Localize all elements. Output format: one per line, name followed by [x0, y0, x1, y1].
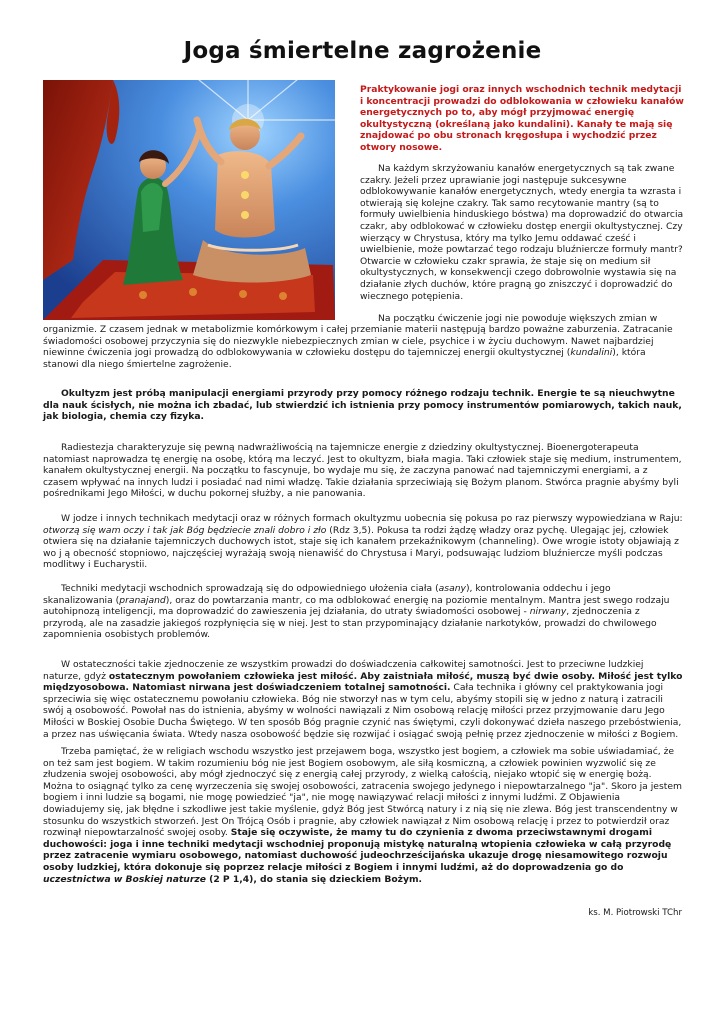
paragraph-text: , zjednoczenia z przyrodą, ale na zasadzie jakiegoś rozpłynięcia się w niej. Jest to stan przypominający działanie narkotyków, prowadzi do chwilowego zapomnienia osobistych problemów.: [43, 606, 657, 641]
paragraph-text: W ostateczności takie zjednoczenie ze wszystkim prowadzi do doświadczenia całkowitej samotności. Jest to przeciwne ludzkiej naturze, gdyż: [43, 659, 644, 682]
illustration-svg: [43, 80, 335, 320]
term-nirwany: nirwany: [529, 606, 567, 618]
author-signature: ks. M. Piotrowski TChr: [588, 908, 682, 918]
paragraph-text: ), która stanowi dla niego śmiertelne zagrożenie.: [43, 347, 646, 370]
paragraph-organizm: [43, 324, 683, 370]
paragraph-text: Na każdym skrzyżowaniu kanałów energetycznych są tak zwane czakry. Jeżeli przez uprawianie jogi następuje sukcesywne odblokowywanie kanałów energetycznych, wtedy energia ta wzrasta i otwierają się kolejne czakry. Tak samo recytowanie mantry (są to formuły uwielbienia hinduskiego bóstwa) ma doprowadzić do otwarcia czakr, aby odblokować w człowieku dostęp energii okultystycznej. Czy wierzący w Chrystusa, który ma tylko Jemu oddawać cześć i uwielbienie, może powtarzać tego rodzaju bluźniercze formuły mantr? Otwarcie w człowieku czakr sprawia, że staje się on medium sił okultystycznych, w konsekwencji czego dobrowolnie wystawia się na działanie złych duchów, które pragną go zniszczyć i doprowadzić do wiecznego potępienia.: [360, 163, 684, 302]
paragraph-czakry: [360, 163, 685, 302]
paragraph-techniki: [43, 583, 683, 641]
emphasis-text: Staje się oczywiste, że mamy tu do czynienia z dwoma przeciwstawnymi drogami duchowości: joga i inne techniki medytacji wschodniej proponują mistykę naturalną wtopienia człowieka w całą przyrodę przez zatracenie wymiaru osobowego, natomiast duchowość judeochrześcijańska ukazuje drogę niesamowitego rozwoju osoby ludzkiej, która dokonuje się poprzez relacje miłości z Bogiem i innymi ludźmi, aż do doprowadzenia go do: [43, 827, 672, 873]
lead-paragraph: Praktykowanie jogi oraz innych wschodnich technik medytacji i koncentracji prowadzi do odblokowania w człowieku kanałów energetycznych po to, aby mógł przyjmować energię okultystyczną (określaną jako kundalini). Kanały te mają się znajdować po obu stronach kręgosłupa i wychodzić przez otwory nosowe.: [360, 84, 684, 153]
term-kundalini: kundalini: [570, 347, 613, 359]
term-asany: asany: [438, 583, 466, 594]
paragraph-radiestezja: [43, 442, 683, 500]
paragraph-text: Cała technika i główny cel praktykowania jogi sprzeciwia się więc ostatecznemu powołaniu człowieka. Bóg nie stworzył nas w tym celu, abyśmy stopili się w jedno z naturą i zatracili swój ą osobowość. Powołał nas do istnienia, abyśmy w wolności nawiązali z Nim osobową relację miłości przez przyjmowanie daru Jego Miłości w Boskiej Osobie Ducha Świętego. W ten sposób Bóg pragnie czynić nas świętymi, czyli dokonywać dzieła naszego przebóstwienia, a przez nas uświęcania świata. Wtedy nasza osobowość będzie się rozwijać i osiągać swoją pełnię przez zjednoczenie w miłości z Bogiem.: [43, 682, 682, 740]
paragraph-text: (Rdz 3,5). Pokusa ta rodzi żądzę władzy oraz pychę. Ulegając jej, człowiek otwiera się na działanie tajemniczych duchowych istot, staje się ich kanałem przekaźnikowym (channeling). Owe wrogie istoty objawiają z wo j ą obecność stopniowo, najczęściej wyrażają swoją nienawiść do Chrystusa i Maryi, podsuwając ludziom bluźniercze myśli podczas modlitwy i Eucharystii.: [43, 524, 679, 571]
term-pranajand: pranajand: [119, 594, 166, 606]
yoga-illustration: [43, 80, 335, 320]
page-title: Joga śmiertelne zagrożenie: [183, 38, 542, 64]
paragraph-start-right: [360, 313, 685, 325]
paragraph-text: Radiestezja charakteryzuje się pewną nadwrażliwością na tajemnicze energie z dziedziny okultystycznej. Bioenergoterapeuta natomiast naprowadza tę energię na osobę, którą ma leczyć. Jest to okultyzm, biała magia. Taki człowiek staje się medium, instrumentem, kanałem okultystycznej energii. Na początku to fascynuje, bo wydaje mu się, że zaczyna panować nad tajemniczymi energiami, a z czasem wpływać na innych ludzi i posiadać nad nimi władzę. Takie działania sprzeciwiają się Bożym planom. Stwórca pragnie abyśmy byli pośrednikami Jego Miłości, w duchu pokornej służby, a nie panowania.: [43, 442, 682, 500]
emphasis-text: ostatecznym powołaniem człowieka jest miłość. Aby zaistniała miłość, muszą być dwie osoby. Miłość jest tylko międzyosobowa. Natomiast nirwana jest doświadczeniem totalnej samotności.: [43, 670, 683, 694]
bible-quote: otworzą się wam oczy i tak jak Bóg będziecie znali dobro i zło: [43, 524, 327, 536]
paragraph-text: Trzeba pamiętać, że w religiach wschodu wszystko jest przejawem boga, wszystko jest bogiem, a człowiek ma sobie uświadamiać, że on też sam jest bogiem. W takim rozumieniu bóg nie jest Bogiem osobowym, ale siłą kosmiczną, a człowiek powinien wyzwolić się ze złudzenia swojej osobowości, aby mógł zjednoczyć się z energią całej przyrody, z wielką całością, niejako wtopić się w energię bożą. Można to osiągnąć tylko za cenę wyrzeczenia się swojej osobowości, zatracenia swojego jedynego i niepowtarzalnego "ja". Skoro ja jestem bogiem i inni ludzie są bogami, nie mogę powiedzieć "ja", nie mogę nawiązywać relacji miłości z innymi ludźmi. Z Objawienia dowiadujemy się, jak błędne i szkodliwe jest takie myślenie, gdyż Bóg jest Stwórcą natury i z nią się nie zlewa. Bóg jest transcendentny w stosunku do wszystkich stworzeń. Jest On Trójcą Osób i pragnie, aby człowiek nawiązał z Nim osobową relację i przez to potwierdził oraz rozwinął niepowtarzalność swojej osoby.: [43, 746, 682, 839]
paragraph-religie-wschodu: [43, 746, 683, 885]
paragraph-text: Okultyzm jest próbą manipulacji energiami przyrody przy pomocy różnego rodzaju technik. Energie te są nieuchwytne dla nauk ścisłych, nie można ich zbadać, lub stwierdzić ich istnienia przy pomocy instrumentów pomiarowych, takich nauk, jak biologia, chemia czy fizyka.: [43, 388, 682, 423]
paragraph-text: W jodze i innych technikach medytacji oraz w różnych formach okultyzmu uobecnia się pokusa po raz pierwszy wypowiedziana w Raju:: [61, 513, 683, 524]
paragraph-text: Techniki medytacji wschodnich sprowadzają się do odpowiedniego ułożenia ciała (: [61, 583, 439, 594]
paragraph-samotnosc: [43, 659, 683, 740]
bible-quote: uczestnictwa w Boskiej naturze: [43, 873, 206, 885]
emphasis-text: (2 P 1,4), do stania się dzieckiem Bożym.: [205, 873, 423, 885]
paragraph-okultyzm: [43, 388, 683, 423]
paragraph-text: ), oraz do powtarzania mantr, co ma odblokować energię na poziomie mentalnym. Mantra jest swego rodzaju autohipnozą inteligencji, ma doprowadzić do zawieszenia jej działania, do utraty świadomości osobowej -: [43, 594, 670, 618]
paragraph-pokusa: [43, 513, 683, 571]
paragraph-text: ), kontrolowania oddechu i jego skanalizowania (: [43, 583, 611, 606]
paragraph-text: Na początku ćwiczenie jogi nie powoduje większych zmian w: [378, 313, 658, 324]
paragraph-text: organizmie. Z czasem jednak w metabolizmie komórkowym i całej przemianie materii następują bardzo poważne zaburzenia. Zatracanie świadomości osobowej przyczynia się do niezwykle niebezpiecznych zmian w ciele, psychice i w życiu duchowym. Nawet najbardziej niewinne ćwiczenia jogi prowadzą do odblokowywania w człowieku dostępu do tajemniczej energii okultystycznej (: [43, 324, 673, 359]
